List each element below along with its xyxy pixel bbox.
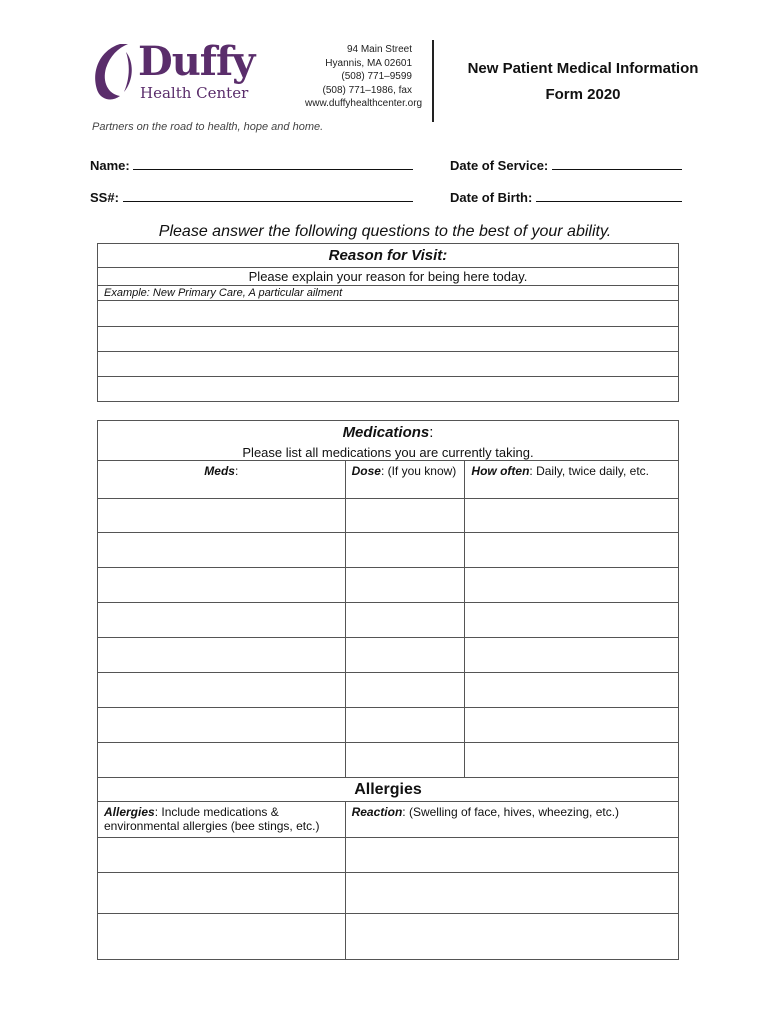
allergy-cell[interactable] [98,838,346,873]
med-dose-cell[interactable] [345,603,465,638]
med-name-cell[interactable] [98,603,346,638]
header-divider [432,40,434,122]
reason-row[interactable] [98,352,679,377]
med-dose-cell[interactable] [345,568,465,603]
name-field[interactable] [90,156,413,173]
med-frequency-cell[interactable] [465,603,679,638]
reaction-cell[interactable] [345,873,678,914]
med-dose-cell[interactable] [345,708,465,743]
allergy-cell[interactable] [98,873,346,914]
date-of-birth-field[interactable] [450,188,682,205]
column-meds [98,461,346,499]
logo-wordmark: Duffy [138,38,255,85]
instruction-text: Please answer the following questions to the best of your ability. [158,223,612,240]
name-input-line[interactable] [133,156,413,170]
address-block [305,43,423,111]
med-name-cell[interactable] [98,743,346,778]
med-frequency-cell[interactable] [465,533,679,568]
tagline: Partners on the road to health, hope and home. [92,121,324,133]
column-allergies-label: Allergies [104,805,155,819]
address-line: 94 Main Street [346,44,412,55]
med-dose-cell[interactable] [345,743,465,778]
column-reaction [345,802,678,838]
med-frequency-cell[interactable] [465,499,679,533]
column-reaction-note: : (Swelling of face, hives, wheezing, etc.) [402,805,620,819]
reason-example: Example: New Primary Care, A particular ailment [98,286,679,301]
medications-subtitle: Please list all medications you are currently taking. [98,445,679,461]
name-label: Name: [90,158,130,173]
medication-row [98,499,679,533]
allergy-row [98,838,679,873]
date-of-birth-label: Date of Birth: [450,190,533,205]
med-name-cell[interactable] [98,708,346,743]
address-line: Hyannis, MA 02601 [325,57,412,69]
reason-title: Reason for Visit: [98,244,679,268]
med-name-cell[interactable] [98,533,346,568]
medication-row [98,743,679,778]
med-name-cell[interactable] [98,673,346,708]
med-dose-cell[interactable] [345,638,465,673]
allergy-row [98,914,679,960]
med-name-cell[interactable] [98,499,346,533]
reason-table [97,243,679,402]
reaction-cell[interactable] [345,914,678,960]
allergies-title: Allergies [98,778,679,802]
column-allergies [98,802,346,838]
duffy-logo-mark-icon [90,42,136,102]
medication-row [98,673,679,708]
med-frequency-cell[interactable] [465,708,679,743]
column-dose [345,461,465,499]
allergy-row [98,873,679,914]
medication-row [98,708,679,743]
column-meds-label: Meds [204,464,235,478]
reason-row[interactable] [98,301,679,327]
date-of-birth-input-line[interactable] [536,188,682,202]
column-reaction-label: Reaction [351,805,403,819]
med-dose-cell[interactable] [345,533,465,568]
med-frequency-cell[interactable] [465,743,679,778]
medications-title-colon: : [429,424,434,442]
med-name-cell[interactable] [98,568,346,603]
medication-row [98,568,679,603]
med-frequency-cell[interactable] [465,673,679,708]
date-of-service-field[interactable] [450,156,682,173]
reaction-cell[interactable] [345,838,678,873]
medications-table [97,420,679,960]
date-of-service-label: Date of Service: [450,158,549,173]
logo-subtitle: Health Center [140,84,249,102]
med-dose-cell[interactable] [345,499,465,533]
med-frequency-cell[interactable] [465,638,679,673]
column-allergies-note: : Include medications & environmental allergies (bee stings, etc.) [104,805,320,833]
form-title-line-2: Form 2020 [545,86,621,103]
allergy-cell[interactable] [98,914,346,960]
column-dose-label: Dose [351,464,381,478]
address-line: www.duffyhealthcenter.org [305,98,423,109]
ss-label: SS#: [90,190,119,205]
medication-row [98,638,679,673]
med-name-cell[interactable] [98,638,346,673]
reason-subtitle: Please explain your reason for being here today. [98,268,679,286]
date-of-service-input-line[interactable] [552,156,682,170]
address-line: (508) 771–1986, fax [322,84,412,96]
column-meds-colon: : [234,464,239,478]
medication-row [98,603,679,638]
address-line: (508) 771–9599 [341,71,412,82]
medications-title: Medications [342,424,430,442]
reason-row[interactable] [98,377,679,402]
column-how-often [465,461,679,499]
form-title-line-1: New Patient Medical Information [467,60,699,77]
med-frequency-cell[interactable] [465,568,679,603]
ss-field[interactable] [90,188,413,205]
form-title [445,56,721,108]
medication-row [98,533,679,568]
medications-header [98,421,679,445]
med-dose-cell[interactable] [345,673,465,708]
column-how-often-label: How often [471,464,530,478]
ss-input-line[interactable] [123,188,413,202]
column-how-often-note: : Daily, twice daily, etc. [529,464,649,478]
reason-row[interactable] [98,327,679,352]
column-dose-note: : (If you know) [380,464,457,478]
